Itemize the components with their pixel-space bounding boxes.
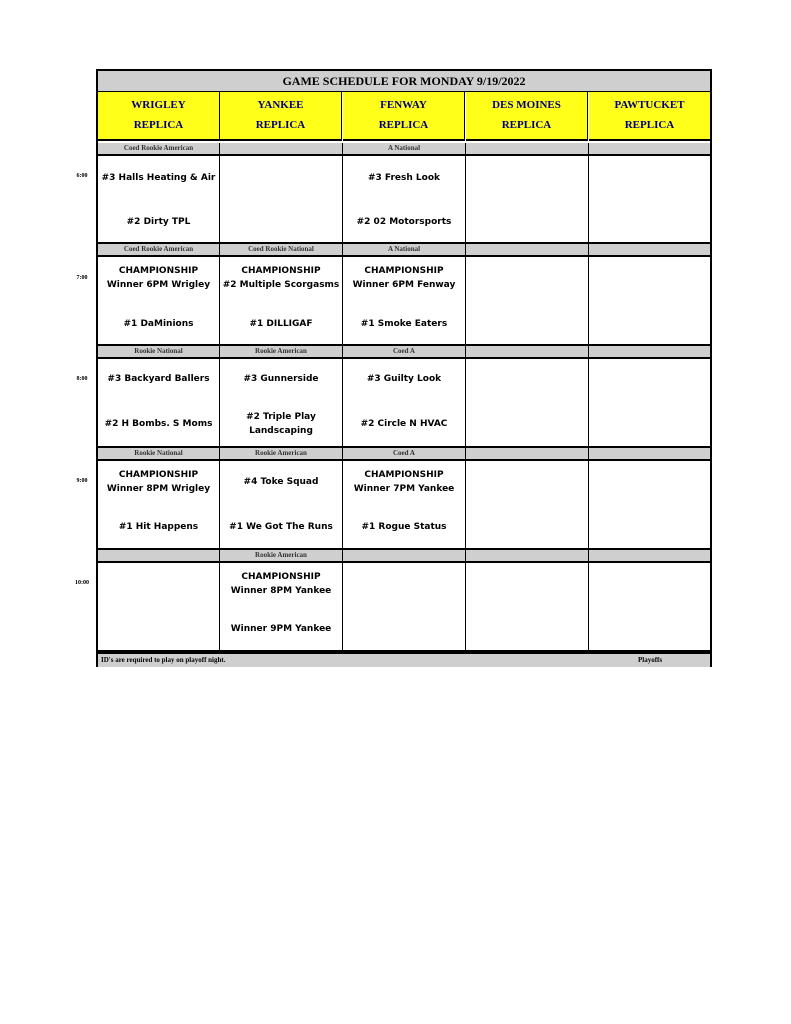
- team-line: #3 Guilty Look: [366, 374, 442, 384]
- team-line: #1 Hit Happens: [118, 522, 199, 532]
- game-cell: [220, 461, 343, 548]
- field-name: YANKEE: [257, 99, 304, 111]
- field-name: PAWTUCKET: [614, 99, 685, 111]
- game-cell: [220, 156, 343, 242]
- division-row: [98, 143, 710, 154]
- team-line: Winner 9PM Yankee: [230, 624, 332, 634]
- team-line: Landscaping: [249, 426, 313, 436]
- game-cell: [98, 156, 220, 242]
- team-line: #3 Backyard Ballers: [107, 374, 210, 384]
- division-label: [466, 244, 589, 255]
- game-row: [98, 357, 710, 448]
- game-cell: [98, 563, 220, 650]
- team-line: Winner 8PM Yankee: [230, 586, 332, 596]
- team-line: CHAMPIONSHIP: [364, 470, 444, 480]
- schedule-table: [96, 69, 712, 667]
- game-cell: [343, 461, 466, 548]
- game-cell: [466, 156, 589, 242]
- division-label: [589, 550, 710, 561]
- field-header-fenway: [343, 92, 465, 141]
- division-label: [98, 550, 220, 561]
- team-line: #2 Circle N HVAC: [360, 419, 448, 429]
- footer-playoffs: Playoffs: [638, 656, 663, 664]
- team-line: #1 Rogue Status: [361, 522, 447, 532]
- game-row: [98, 561, 710, 652]
- team-line: Winner 6PM Wrigley: [106, 280, 211, 290]
- game-cell: [466, 563, 589, 650]
- field-sub: REPLICA: [255, 119, 306, 131]
- schedule-title: GAME SCHEDULE FOR MONDAY 9/19/2022: [98, 71, 710, 92]
- team-line: #2 Triple Play: [246, 412, 316, 422]
- game-cell: [343, 563, 466, 650]
- field-sub: REPLICA: [378, 119, 429, 131]
- field-header-wrigley: [98, 92, 220, 141]
- team-line: Winner 7PM Yankee: [353, 484, 455, 494]
- division-label: Rookie National: [98, 346, 220, 357]
- game-cell: [98, 359, 220, 446]
- division-label: Coed Rookie American: [98, 244, 220, 255]
- division-label: Rookie American: [220, 346, 343, 357]
- field-sub: REPLICA: [501, 119, 552, 131]
- game-cell: [220, 563, 343, 650]
- game-cell: [220, 257, 343, 344]
- game-row: [98, 154, 710, 244]
- footer-note: ID's are required to play on playoff night.: [101, 656, 226, 664]
- field-name: DES MOINES: [492, 99, 561, 111]
- game-cell: [466, 359, 589, 446]
- field-sub: REPLICA: [133, 119, 184, 131]
- team-line: CHAMPIONSHIP: [118, 266, 199, 276]
- team-line: CHAMPIONSHIP: [364, 266, 444, 276]
- team-line: Winner 8PM Wrigley: [106, 484, 211, 494]
- division-row: [98, 244, 710, 255]
- team-line: #3 Gunnerside: [243, 374, 319, 384]
- team-line: #1 Smoke Eaters: [360, 319, 448, 329]
- field-header-pawtucket: [589, 92, 710, 141]
- division-label: Rookie American: [220, 550, 343, 561]
- game-cell: [589, 156, 710, 242]
- team-line: CHAMPIONSHIP: [241, 572, 321, 582]
- division-label: [589, 448, 710, 459]
- division-label: Coed A: [343, 448, 466, 459]
- division-label: [589, 346, 710, 357]
- game-cell: [589, 359, 710, 446]
- time-label-7: 7:00: [76, 275, 88, 281]
- game-row: [98, 459, 710, 550]
- division-label: Coed Rookie American: [98, 143, 220, 154]
- division-label: [466, 550, 589, 561]
- team-line: #1 DaMinions: [123, 319, 194, 329]
- game-cell: [589, 257, 710, 344]
- division-label: Rookie National: [98, 448, 220, 459]
- division-label: A National: [343, 143, 466, 154]
- division-label: [466, 346, 589, 357]
- game-cell: [98, 257, 220, 344]
- division-label: [466, 143, 589, 154]
- time-label-9: 9:00: [76, 478, 88, 484]
- division-label: A National: [343, 244, 466, 255]
- division-label: [220, 143, 343, 154]
- time-label-6: 6:00: [76, 173, 88, 179]
- division-row: [98, 346, 710, 357]
- division-label: [589, 244, 710, 255]
- game-cell: [343, 359, 466, 446]
- division-label: [466, 448, 589, 459]
- game-cell: [589, 461, 710, 548]
- division-row: [98, 448, 710, 459]
- game-cell: [98, 461, 220, 548]
- game-cell: [343, 156, 466, 242]
- field-sub: REPLICA: [624, 119, 675, 131]
- game-cell: [589, 563, 710, 650]
- division-label: Coed Rookie National: [220, 244, 343, 255]
- team-line: #1 We Got The Runs: [229, 522, 333, 532]
- game-cell: [466, 461, 589, 548]
- field-header-des-moines: [466, 92, 588, 141]
- field-header-yankee: [220, 92, 342, 141]
- division-label: [589, 143, 710, 154]
- team-line: Winner 6PM Fenway: [352, 280, 456, 290]
- footer-row: [98, 652, 710, 667]
- team-line: CHAMPIONSHIP: [241, 266, 321, 276]
- division-label: [343, 550, 466, 561]
- game-cell: [343, 257, 466, 344]
- team-line: #3 Halls Heating & Air: [101, 173, 216, 183]
- team-line: #2 Dirty TPL: [126, 217, 191, 227]
- division-label: Coed A: [343, 346, 466, 357]
- team-line: #3 Fresh Look: [367, 173, 441, 183]
- team-line: #2 H Bombs. S Moms: [104, 419, 213, 429]
- game-cell: [220, 359, 343, 446]
- team-line: #4 Toke Squad: [243, 477, 319, 487]
- team-line: #2 02 Motorsports: [356, 217, 452, 227]
- division-label: Rookie American: [220, 448, 343, 459]
- team-line: #1 DILLIGAF: [249, 319, 313, 329]
- time-label-8: 8:00: [76, 376, 88, 382]
- field-name: FENWAY: [380, 99, 427, 111]
- time-label-10: 10:00: [75, 580, 89, 586]
- game-row: [98, 255, 710, 346]
- division-row: [98, 550, 710, 561]
- game-cell: [466, 257, 589, 344]
- field-name: WRIGLEY: [131, 99, 186, 111]
- team-line: CHAMPIONSHIP: [118, 470, 199, 480]
- team-line: #2 Multiple Scorgasms: [222, 280, 340, 290]
